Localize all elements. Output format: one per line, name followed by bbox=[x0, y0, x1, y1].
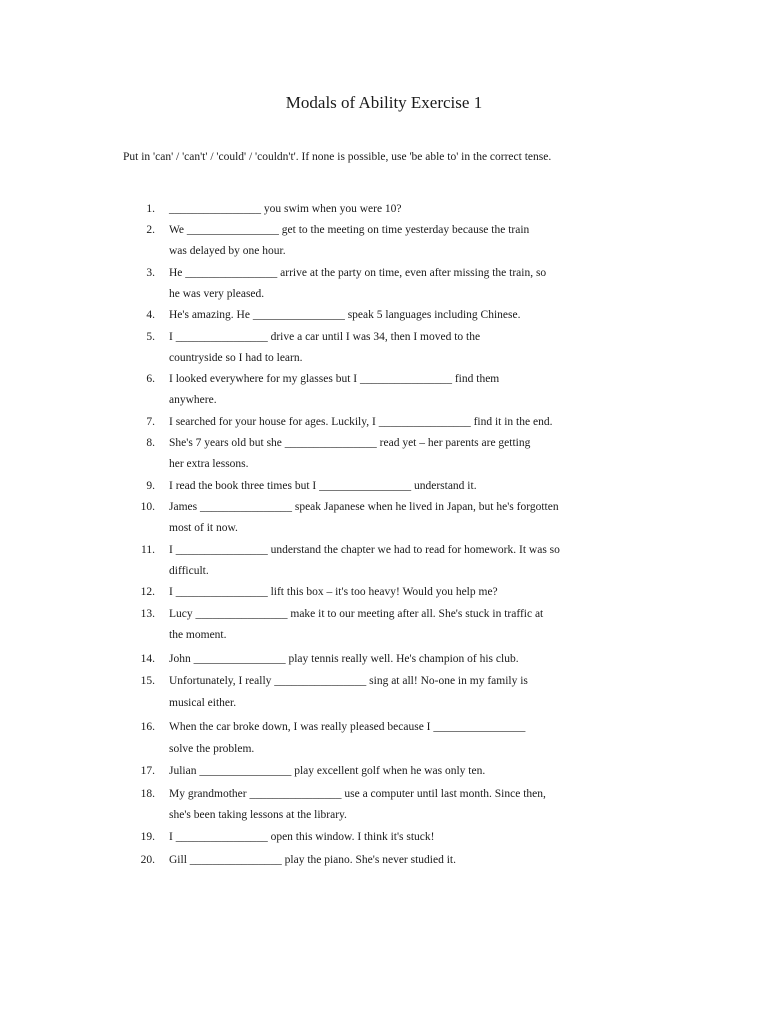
exercise-sentence-line: When the car broke down, I was really pleased because I ________________ bbox=[169, 721, 526, 733]
exercise-number: 3. bbox=[146, 267, 155, 279]
exercise-number: 18. bbox=[140, 788, 155, 800]
exercise-sentence-line: she's been taking lessons at the library. bbox=[169, 809, 347, 821]
exercise-sentence-line: her extra lessons. bbox=[169, 458, 249, 470]
exercise-number: 11. bbox=[141, 544, 155, 556]
exercise-sentence-line: He ________________ arrive at the party on time, even after missing the train, so bbox=[169, 267, 547, 279]
exercise-sentence-line: ________________ you swim when you were 10? bbox=[169, 203, 402, 215]
exercise-sentence-line: anywhere. bbox=[169, 394, 217, 406]
exercise-sentence-line: She's 7 years old but she ________________ read yet – her parents are getting bbox=[169, 437, 531, 449]
exercise-sentence-line: James ________________ speak Japanese when he lived in Japan, but he's forgotten bbox=[169, 501, 559, 513]
exercise-sentence-line: Lucy ________________ make it to our meeting after all. She's stuck in traffic at bbox=[169, 608, 544, 620]
exercise-sentence-line: He's amazing. He ________________ speak 5 languages including Chinese. bbox=[169, 309, 521, 321]
exercise-number: 1. bbox=[146, 203, 155, 215]
exercise-number: 14. bbox=[140, 653, 155, 665]
exercise-sentence-line: most of it now. bbox=[169, 522, 238, 534]
exercise-sentence-line: musical either. bbox=[169, 697, 237, 709]
exercise-number: 5. bbox=[146, 331, 155, 343]
exercise-sentence-line: I searched for your house for ages. Luckily, I ________________ find it in the end. bbox=[169, 416, 553, 428]
exercise-sentence-line: My grandmother ________________ use a computer until last month. Since then, bbox=[169, 788, 546, 800]
exercise-number: 20. bbox=[140, 854, 155, 866]
exercise-sentence-line: I ________________ drive a car until I was 34, then I moved to the bbox=[169, 331, 481, 343]
exercise-sentence-line: countryside so I had to learn. bbox=[169, 352, 303, 364]
exercise-number: 19. bbox=[140, 831, 155, 843]
exercise-sentence-line: the moment. bbox=[169, 629, 227, 641]
exercise-sentence-line: John ________________ play tennis really well. He's champion of his club. bbox=[169, 653, 519, 665]
exercise-number: 9. bbox=[146, 480, 155, 492]
exercise-number: 17. bbox=[140, 765, 155, 777]
exercise-sentence-line: Gill ________________ play the piano. She's never studied it. bbox=[169, 854, 456, 866]
exercise-number: 16. bbox=[140, 721, 155, 733]
exercise-number: 12. bbox=[140, 586, 155, 598]
page-title: Modals of Ability Exercise 1 bbox=[285, 93, 483, 112]
exercise-sentence-line: Unfortunately, I really ________________ sing at all! No-one in my family is bbox=[169, 675, 528, 687]
exercise-number: 15. bbox=[140, 675, 155, 687]
exercise-number: 10. bbox=[140, 501, 155, 513]
exercise-number: 8. bbox=[146, 437, 155, 449]
exercise-sentence-line: I ________________ open this window. I think it's stuck! bbox=[169, 831, 435, 843]
exercise-number: 13. bbox=[140, 608, 155, 620]
exercise-sentence-line: was delayed by one hour. bbox=[169, 245, 286, 257]
exercise-sentence-line: I looked everywhere for my glasses but I ________________ find them bbox=[169, 373, 500, 385]
exercise-sentence-line: I read the book three times but I ________________ understand it. bbox=[169, 480, 477, 492]
exercise-sentence-line: I ________________ understand the chapter we had to read for homework. It was so bbox=[169, 544, 560, 556]
exercise-sentence-line: difficult. bbox=[169, 565, 209, 577]
exercise-sentence-line: he was very pleased. bbox=[169, 288, 265, 300]
instructions-text: Put in 'can' / 'can't' / 'could' / 'couldn't'. If none is possible, use 'be able to' in the correct tense. bbox=[123, 151, 552, 163]
exercise-number: 4. bbox=[146, 309, 155, 321]
exercise-sentence-line: We ________________ get to the meeting on time yesterday because the train bbox=[169, 224, 530, 236]
exercise-number: 6. bbox=[146, 373, 155, 385]
exercise-sentence-line: I ________________ lift this box – it's too heavy! Would you help me? bbox=[169, 586, 498, 598]
exercise-sentence-line: Julian ________________ play excellent golf when he was only ten. bbox=[169, 765, 486, 777]
exercise-sentence-line: solve the problem. bbox=[169, 743, 255, 755]
exercise-number: 2. bbox=[146, 224, 155, 236]
exercise-number: 7. bbox=[146, 416, 155, 428]
